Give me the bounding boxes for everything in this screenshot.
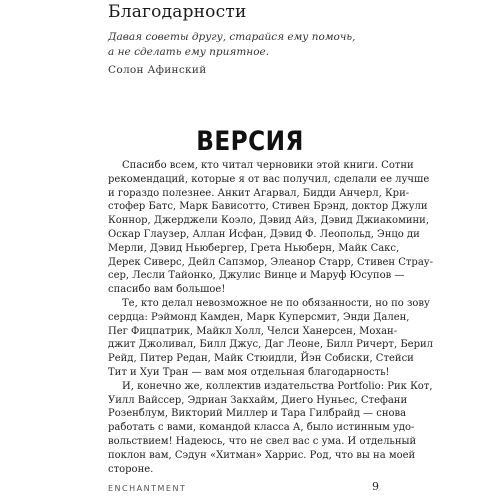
body-line: Мерли, Дэвид Ньюбергер, Грета Ньюберн, Майк Сакс, [108,242,400,254]
body-line: И, конечно же, коллектив издательства Portfolio: Рик Кот, [122,380,433,392]
body-line: Пег Фицпатрик, Майкл Холл, Челси Ханерсен, Мохан- [108,325,398,337]
page-number: 9 [372,480,379,493]
running-head: ENCHANTMENT [108,484,187,493]
body-line: Рейд, Питер Редан, Майк Стюидли, Йэн Собиски, Стейси [108,353,414,365]
body-line: Оскар Глаузер, Аллан Исфан, Дэвид Ф. Леопольд, Энцо ди [108,228,420,240]
body-line: Тит и Хуи Тран — вам моя отдельная благодарность! [108,366,390,378]
body-line: Уилл Вайссер, Эдриан Закхайм, Диего Нуньес, Стефани [108,394,408,406]
body-line: спасибо вам большое! [108,284,226,296]
body-line: стороне. [108,463,154,475]
epigraph [108,30,355,60]
body-line: Спасибо всем, кто читал черновики этой книги. Сотни [122,160,414,171]
section-title: Благодарности [108,2,247,22]
epigraph-line: Давая советы другу, старайся ему помочь, [108,31,356,43]
body-line: стофер Батс, Марк Бависотто, Стивен Брэнд, доктор Джули [108,201,428,213]
body-line: вольствием! Надеюсь, что не свел вас с ума. И отдельный [108,435,417,447]
body-line: и гораздо полезнее. Анкит Агарвал, Бидди Анчерл, Кри- [108,187,410,199]
epigraph-author: Солон Афинский [108,64,207,76]
body-line: Розенблум, Викторий Миллер и Тара Гилбрайд — снова [108,408,407,420]
body-line: рекомендаций, которые я от вас получил, сделали ее лучше [108,173,430,185]
body-line: сер, Лесли Тайонко, Джулис Винце и Маруф Юсупов — [108,270,405,282]
body-line: поклон вам, Сэдун «Хитман» Харрис. Род, что вы на моей [108,449,416,461]
body-line: Дерек Сиверс, Дейл Сапзмор, Элеанор Старр, Стивен Страу- [108,256,434,268]
body-line: джит Джоливал, Билл Джус, Даг Леоне, Билл Ричерт, Берил [108,339,433,351]
chapter-heading: ВЕРСИЯ [196,126,304,157]
body-line: сердца: Рэймонд Камден, Марк Куперсмит, Энди Дален, [108,311,410,323]
body-line: Коннор, Джерджели Коэло, Дэвид Айз, Дэвид Джиакомини, [108,215,430,227]
body-line: Те, кто делал невозможное не по обязанности, но по зову [122,297,430,309]
epigraph-line: а не сделать ему приятное. [108,46,270,58]
body-line: работать с вами, командой класса А, было истинным удо- [108,422,415,434]
body-text [108,159,434,476]
